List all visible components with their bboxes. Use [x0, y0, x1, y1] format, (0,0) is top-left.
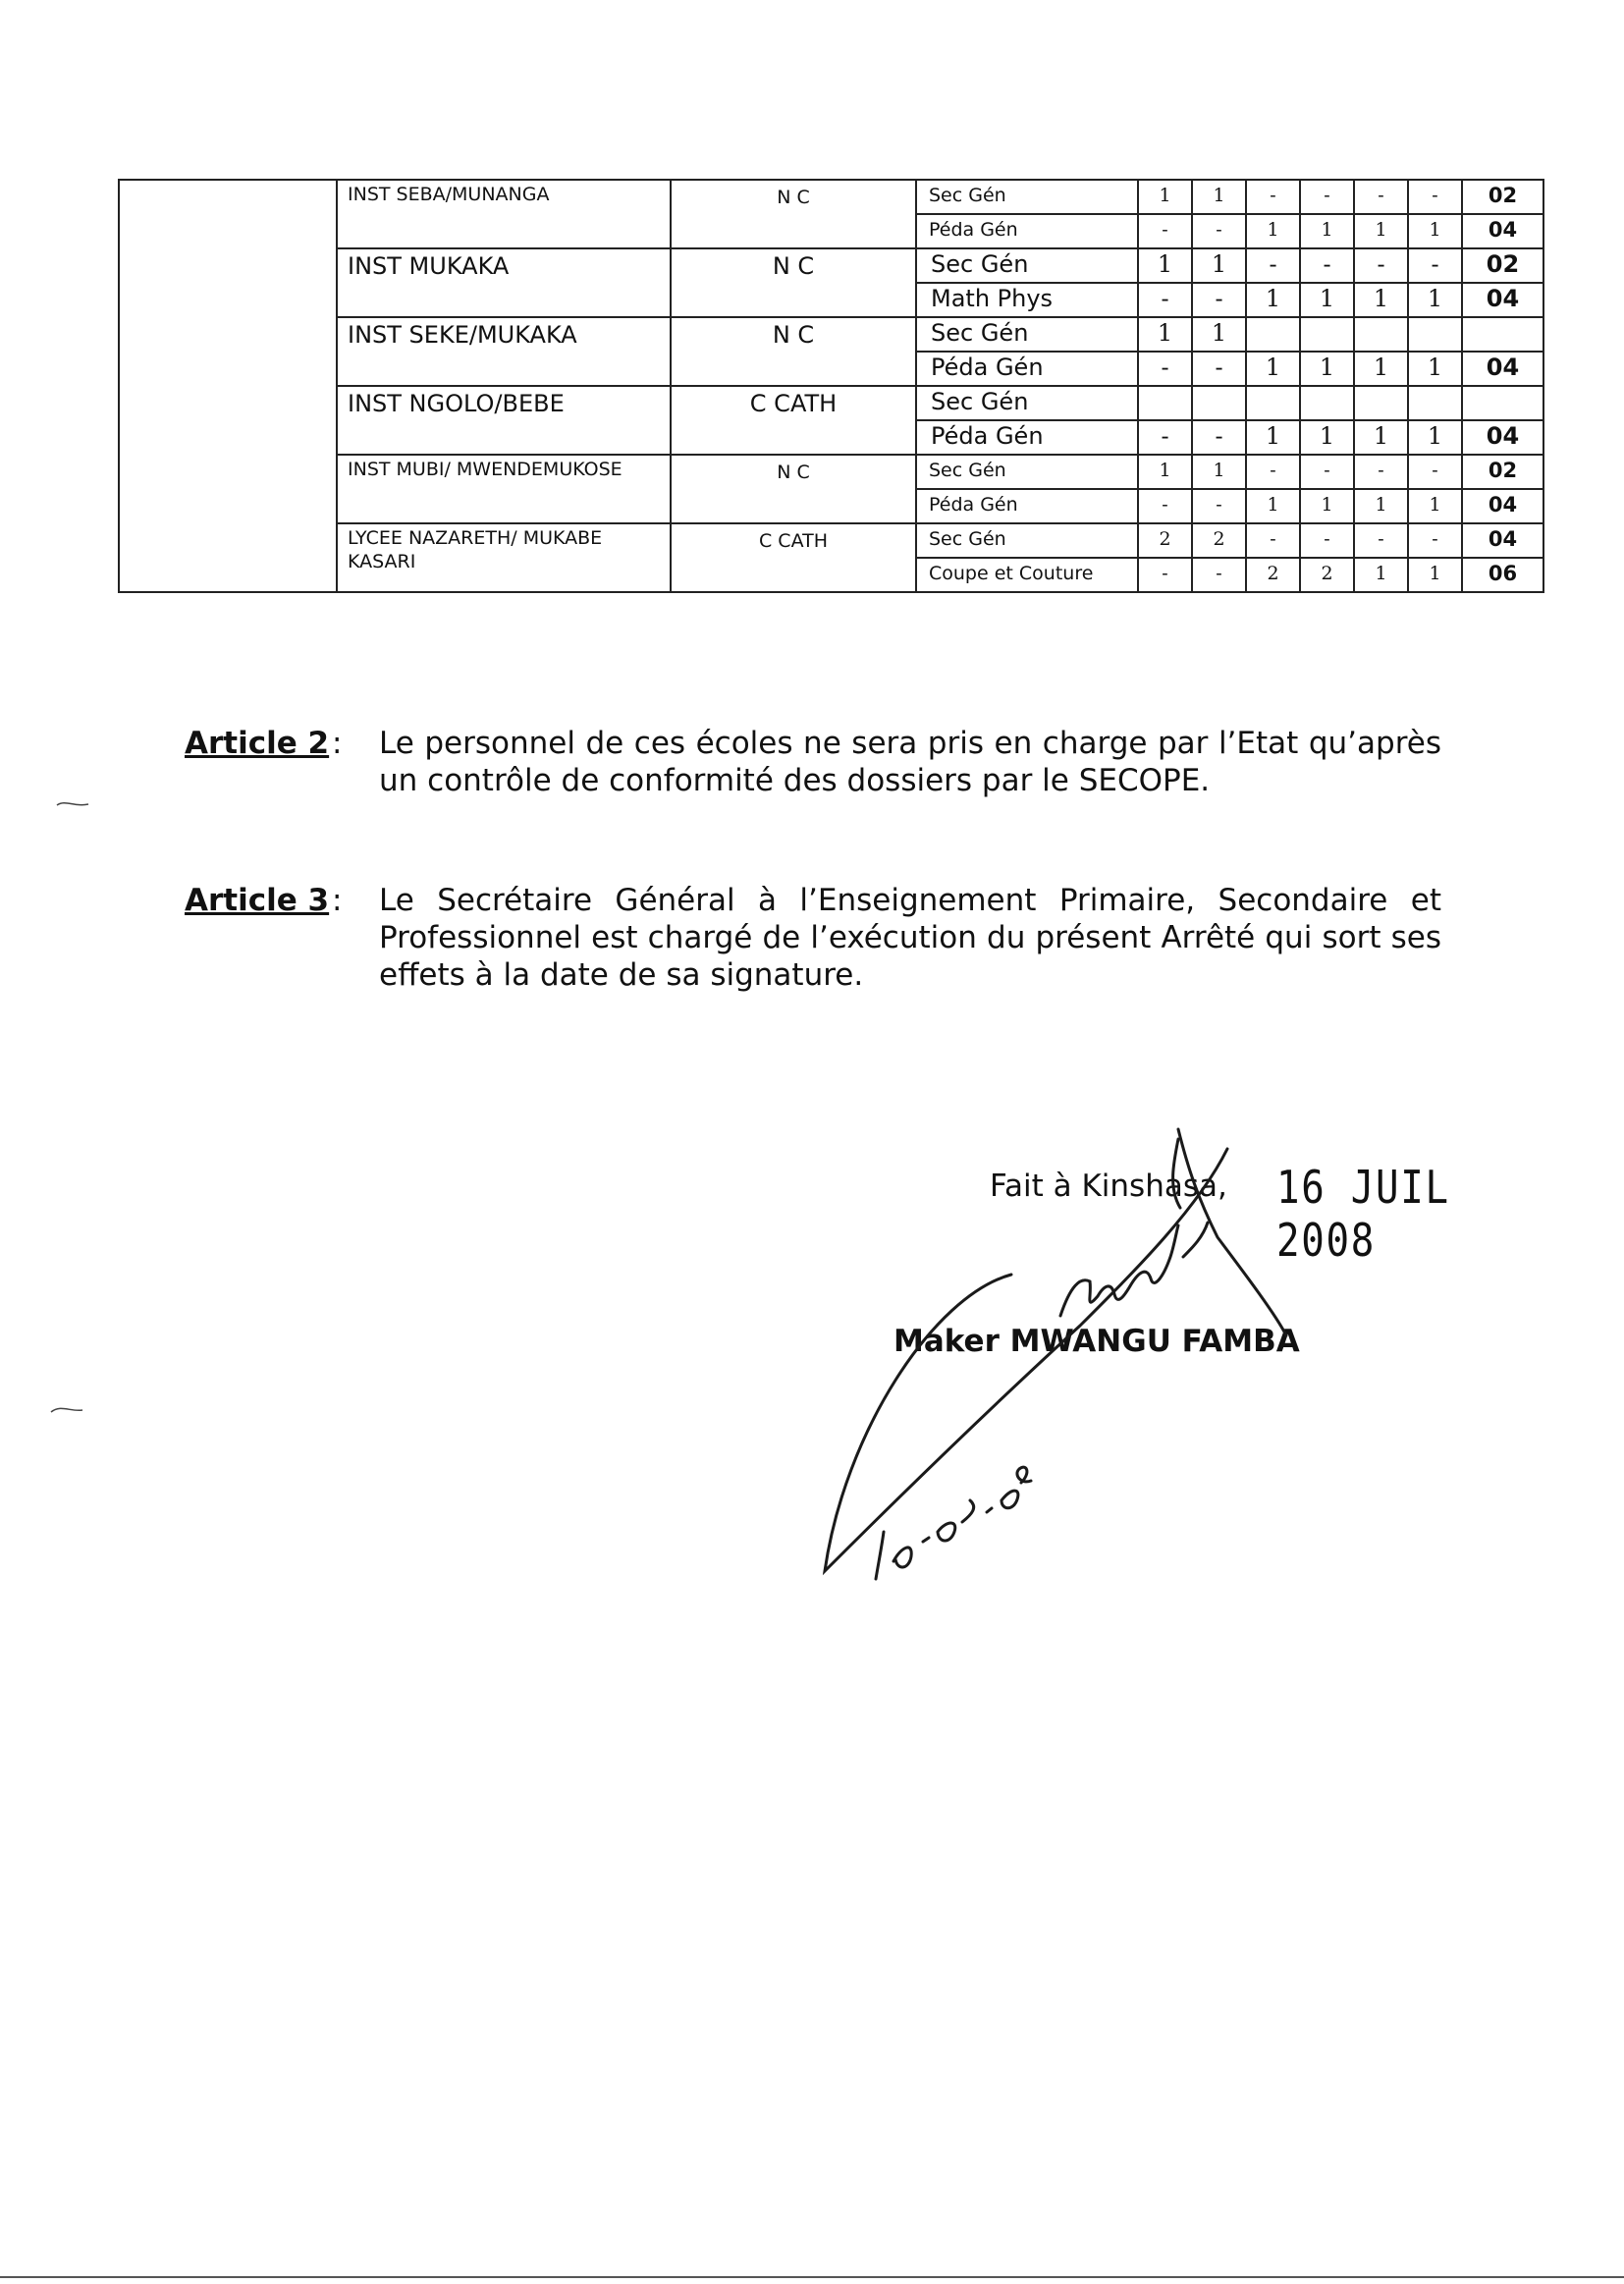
class-5-count-cell: - [1354, 248, 1408, 283]
regime-cell: N C [671, 248, 916, 317]
option-cell: Sec Gén [916, 180, 1138, 214]
regime-cell: C CATH [671, 386, 916, 455]
class-6-count-cell: - [1408, 455, 1462, 489]
class-1-count-cell: 2 [1138, 523, 1192, 558]
option-cell: Sec Gén [916, 248, 1138, 283]
class-4-count-cell: - [1300, 180, 1354, 214]
class-5-count-cell [1354, 317, 1408, 352]
regime-cell: N C [671, 317, 916, 386]
class-3-count-cell: 2 [1246, 558, 1300, 592]
class-5-count-cell: 1 [1354, 214, 1408, 248]
class-2-count-cell: - [1192, 214, 1246, 248]
class-2-count-cell: - [1192, 558, 1246, 592]
class-6-count-cell: 1 [1408, 352, 1462, 386]
class-3-count-cell: - [1246, 455, 1300, 489]
class-1-count-cell: - [1138, 489, 1192, 523]
class-4-count-cell [1300, 317, 1354, 352]
school-name-cell: INST MUBI/ MWENDEMUKOSE [337, 455, 671, 523]
regime-cell: C CATH [671, 523, 916, 592]
school-name-cell: LYCEE NAZARETH/ MUKABE KASARI [337, 523, 671, 592]
class-4-count-cell: - [1300, 455, 1354, 489]
class-1-count-cell: 1 [1138, 455, 1192, 489]
class-5-count-cell: - [1354, 523, 1408, 558]
school-name-cell: INST SEBA/MUNANGA [337, 180, 671, 248]
total-cell: 02 [1462, 455, 1543, 489]
class-3-count-cell [1246, 386, 1300, 420]
option-cell: Sec Gén [916, 455, 1138, 489]
regime-cell: N C [671, 455, 916, 523]
class-2-count-cell: 1 [1192, 180, 1246, 214]
total-cell: 04 [1462, 420, 1543, 455]
school-name-cell: INST NGOLO/BEBE [337, 386, 671, 455]
class-2-count-cell: - [1192, 420, 1246, 455]
scan-mark [49, 1402, 88, 1418]
class-6-count-cell: - [1408, 180, 1462, 214]
class-5-count-cell: - [1354, 180, 1408, 214]
class-6-count-cell: 1 [1408, 214, 1462, 248]
class-6-count-cell [1408, 386, 1462, 420]
class-4-count-cell: 2 [1300, 558, 1354, 592]
class-6-count-cell: 1 [1408, 489, 1462, 523]
total-cell: 06 [1462, 558, 1543, 592]
class-3-count-cell: 1 [1246, 214, 1300, 248]
school-name-cell: INST MUKAKA [337, 248, 671, 317]
class-1-count-cell: 1 [1138, 248, 1192, 283]
article-3-label: Article 3 [185, 883, 330, 918]
class-1-count-cell: 1 [1138, 317, 1192, 352]
total-cell: 04 [1462, 214, 1543, 248]
class-5-count-cell: - [1354, 455, 1408, 489]
option-cell: Sec Gén [916, 317, 1138, 352]
class-1-count-cell: - [1138, 214, 1192, 248]
class-1-count-cell: - [1138, 558, 1192, 592]
total-cell: 04 [1462, 489, 1543, 523]
class-6-count-cell: 1 [1408, 558, 1462, 592]
class-6-count-cell [1408, 317, 1462, 352]
class-3-count-cell: 1 [1246, 283, 1300, 317]
total-cell: 02 [1462, 180, 1543, 214]
class-5-count-cell: 1 [1354, 420, 1408, 455]
class-2-count-cell: 2 [1192, 523, 1246, 558]
total-cell: 02 [1462, 248, 1543, 283]
total-cell: 04 [1462, 523, 1543, 558]
class-4-count-cell: - [1300, 523, 1354, 558]
class-4-count-cell: 1 [1300, 214, 1354, 248]
class-3-count-cell: 1 [1246, 420, 1300, 455]
class-2-count-cell: - [1192, 283, 1246, 317]
class-2-count-cell: 1 [1192, 455, 1246, 489]
total-cell: 04 [1462, 352, 1543, 386]
class-2-count-cell: 1 [1192, 317, 1246, 352]
class-2-count-cell [1192, 386, 1246, 420]
class-3-count-cell: 1 [1246, 489, 1300, 523]
class-2-count-cell: - [1192, 352, 1246, 386]
class-4-count-cell: 1 [1300, 420, 1354, 455]
article-2-label: Article 2 [185, 726, 330, 761]
class-4-count-cell: 1 [1300, 489, 1354, 523]
class-4-count-cell [1300, 386, 1354, 420]
option-cell: Péda Gén [916, 420, 1138, 455]
class-5-count-cell: 1 [1354, 489, 1408, 523]
table-row [119, 180, 1543, 214]
place-of-signing: Fait à Kinshasa, [990, 1169, 1227, 1204]
class-5-count-cell [1354, 386, 1408, 420]
class-5-count-cell: 1 [1354, 352, 1408, 386]
class-6-count-cell: - [1408, 523, 1462, 558]
footer-rule [0, 2276, 1624, 2278]
class-6-count-cell: - [1408, 248, 1462, 283]
schools-table [118, 179, 1544, 593]
class-6-count-cell: 1 [1408, 420, 1462, 455]
total-cell: 04 [1462, 283, 1543, 317]
option-cell: Coupe et Couture [916, 558, 1138, 592]
option-cell: Péda Gén [916, 214, 1138, 248]
class-3-count-cell: 1 [1246, 352, 1300, 386]
class-5-count-cell: 1 [1354, 283, 1408, 317]
total-cell [1462, 317, 1543, 352]
option-cell: Math Phys [916, 283, 1138, 317]
class-1-count-cell: - [1138, 352, 1192, 386]
handwritten-signature [785, 1110, 1335, 1620]
class-1-count-cell [1138, 386, 1192, 420]
option-cell: Sec Gén [916, 523, 1138, 558]
option-cell: Péda Gén [916, 489, 1138, 523]
school-name-cell: INST SEKE/MUKAKA [337, 317, 671, 386]
class-3-count-cell: - [1246, 180, 1300, 214]
class-5-count-cell: 1 [1354, 558, 1408, 592]
signatory-name: Maker MWANGU FAMBA [893, 1324, 1300, 1359]
class-4-count-cell: - [1300, 248, 1354, 283]
regime-cell: N C [671, 180, 916, 248]
class-4-count-cell: 1 [1300, 352, 1354, 386]
scan-mark [55, 795, 94, 811]
class-6-count-cell: 1 [1408, 283, 1462, 317]
class-3-count-cell: - [1246, 248, 1300, 283]
class-1-count-cell: 1 [1138, 180, 1192, 214]
class-3-count-cell: - [1246, 523, 1300, 558]
class-3-count-cell [1246, 317, 1300, 352]
class-2-count-cell: - [1192, 489, 1246, 523]
article-3-text: Le Secrétaire Général à l’Enseignement Primaire, Secondaire et Professionnel est chargé de l’exécution du présent Arrêté qui sort ses effets à la date de sa signature. [379, 883, 1441, 993]
option-cell: Sec Gén [916, 386, 1138, 420]
article-3-colon: : [332, 883, 343, 918]
article-2-text: Le personnel de ces écoles ne sera pris en charge par l’Etat qu’après un contrôle de conformité des dossiers par le SECOPE. [379, 726, 1441, 798]
blank-column-cell [119, 180, 337, 592]
article-2-colon: : [332, 726, 343, 761]
option-cell: Péda Gén [916, 352, 1138, 386]
class-1-count-cell: - [1138, 283, 1192, 317]
total-cell [1462, 386, 1543, 420]
class-4-count-cell: 1 [1300, 283, 1354, 317]
class-1-count-cell: - [1138, 420, 1192, 455]
class-2-count-cell: 1 [1192, 248, 1246, 283]
date-stamp: 16 JUIL 2008 [1276, 1161, 1450, 1267]
